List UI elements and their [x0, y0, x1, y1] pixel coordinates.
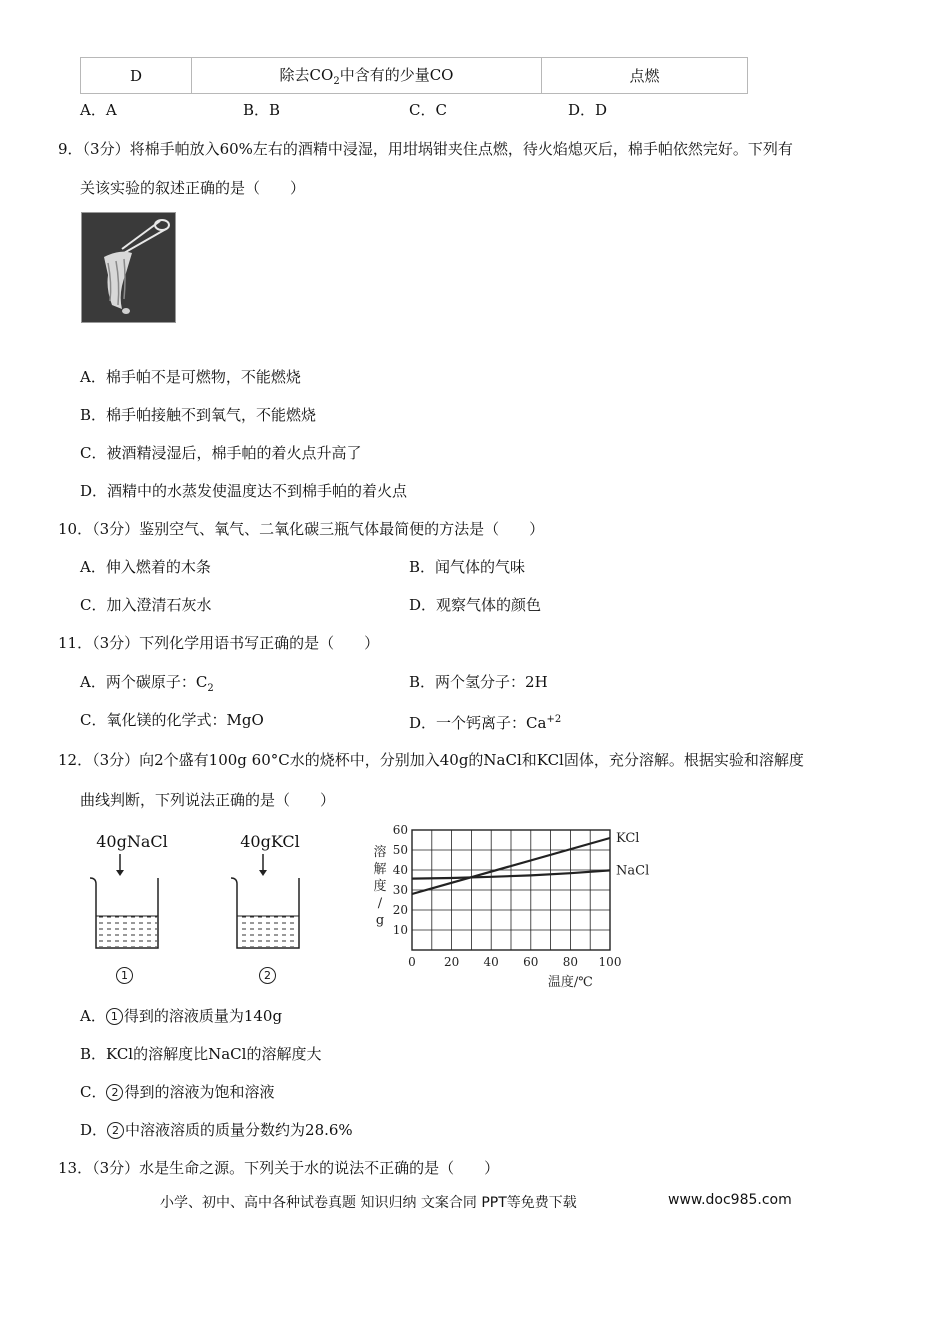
table-cell-option-text: D	[129, 66, 143, 85]
y-tick-label: 10	[392, 923, 408, 937]
q10-stem: 10．（3分）鉴别空气、氧气、二氧化碳三瓶气体最简便的方法是（ ）	[58, 520, 545, 538]
q10-option-d: D．观察气体的颜色	[409, 596, 542, 614]
beaker-2-number: 2	[259, 965, 277, 984]
footer-text: 小学、初中、高中各种试卷真题 知识归纳 文案合同 PPT等免费下载	[160, 1195, 577, 1211]
q12-stem-line1: 12．（3分）向2个盛有100g 60°C水的烧杯中，分别加入40g的NaCl和KCl固体，充分溶解。根据实验和溶解度	[58, 751, 804, 769]
q11-option-d: D．一个钙离子：$Ca^{+2}$	[409, 714, 562, 732]
q8-option-d: D．D	[568, 101, 608, 119]
q9-stem-line1: 9．（3分）将棉手帕放入60%左右的酒精中浸湿，用坩埚钳夹住点燃，待火焰熄灭后，棉手帕依然完好。下列有	[58, 140, 793, 158]
burning-handkerchief-photo	[81, 212, 176, 323]
q9-option-a: A．棉手帕不是可燃物，不能燃烧	[80, 368, 301, 386]
table-cell-purpose-text: 除去$CO_2$中含有的少量CO	[279, 66, 454, 87]
q8-option-a: A．A	[80, 101, 117, 119]
q10-option-c: C．加入澄清石灰水	[80, 596, 212, 614]
y-tick-label: 20	[392, 903, 408, 917]
q11-option-c: C．氧化镁的化学式：MgO	[80, 711, 264, 729]
q10-option-b: B．闻气体的气味	[409, 558, 526, 576]
q11-option-a: A．两个碳原子：$C_2$	[80, 673, 214, 694]
x-tick-label: 0	[408, 955, 416, 969]
x-tick-label: 60	[523, 955, 539, 969]
answer-table-row	[80, 57, 748, 94]
x-tick-label: 80	[562, 955, 579, 969]
q8-option-c: C．C	[409, 101, 447, 119]
y-axis-label-char: /	[377, 896, 383, 911]
q11-option-b: B．两个氢分子：2H	[409, 673, 548, 691]
q9-stem-line2: 关该实验的叙述正确的是（ ）	[80, 179, 306, 197]
q12-option-b: B．KCl的溶解度比NaCl的溶解度大	[80, 1045, 322, 1063]
x-axis-label: 温度/℃	[547, 975, 593, 990]
table-cell-method	[542, 58, 747, 93]
table-cell-method-text: 点燃	[629, 67, 660, 85]
y-axis-label-char: 溶	[373, 845, 387, 860]
q13-stem: 13．（3分）水是生命之源。下列关于水的说法不正确的是（ ）	[58, 1159, 500, 1177]
chart-grid	[412, 830, 610, 950]
q12-option-c: C． 2 得到的溶液为饱和溶液	[80, 1083, 275, 1101]
beaker-2-figure	[225, 830, 325, 990]
q9-option-d: D．酒精中的水蒸发使温度达不到棉手帕的着火点	[80, 482, 408, 500]
y-tick-label: 60	[392, 823, 408, 837]
q12-stem-line2: 曲线判断，下列说法正确的是（ ）	[80, 791, 336, 809]
beaker-1-label: 40gNaCl	[96, 832, 168, 851]
series-label-nacl: NaCl	[616, 863, 650, 879]
q11-stem: 11．（3分）下列化学用语书写正确的是（ ）	[58, 634, 380, 652]
table-cell-option	[81, 58, 192, 93]
q9-option-b: B．棉手帕接触不到氧气，不能燃烧	[80, 406, 317, 424]
solubility-chart	[360, 820, 670, 990]
y-tick-label: 30	[392, 883, 408, 897]
footer-link[interactable]: www.doc985.com	[668, 1192, 792, 1208]
table-cell-purpose	[192, 58, 542, 93]
beaker-1-figure	[82, 830, 182, 990]
y-axis-label-char: 度	[373, 879, 387, 894]
y-tick-label: 40	[392, 863, 408, 877]
x-tick-label: 20	[443, 955, 460, 969]
y-axis-label-char: 解	[373, 862, 387, 877]
series-label-kcl: KCl	[616, 831, 640, 846]
x-tick-label: 100	[598, 955, 622, 969]
beaker-2-label: 40gKCl	[240, 832, 300, 851]
q12-option-a: A． 1 得到的溶液质量为140g	[80, 1007, 283, 1025]
q9-option-c: C．被酒精浸湿后，棉手帕的着火点升高了	[80, 444, 362, 462]
q12-option-d: D． 2 中溶液溶质的质量分数约为28.6%	[80, 1121, 353, 1139]
x-tick-label: 40	[483, 955, 499, 969]
q8-option-b: B．B	[243, 101, 281, 119]
handkerchief-tongs-icon	[82, 213, 175, 322]
beaker-1-number: 1	[116, 965, 134, 984]
q10-option-a: A．伸入燃着的木条	[80, 558, 211, 576]
y-tick-label: 50	[392, 843, 408, 857]
y-axis-label-char: g	[375, 913, 385, 928]
